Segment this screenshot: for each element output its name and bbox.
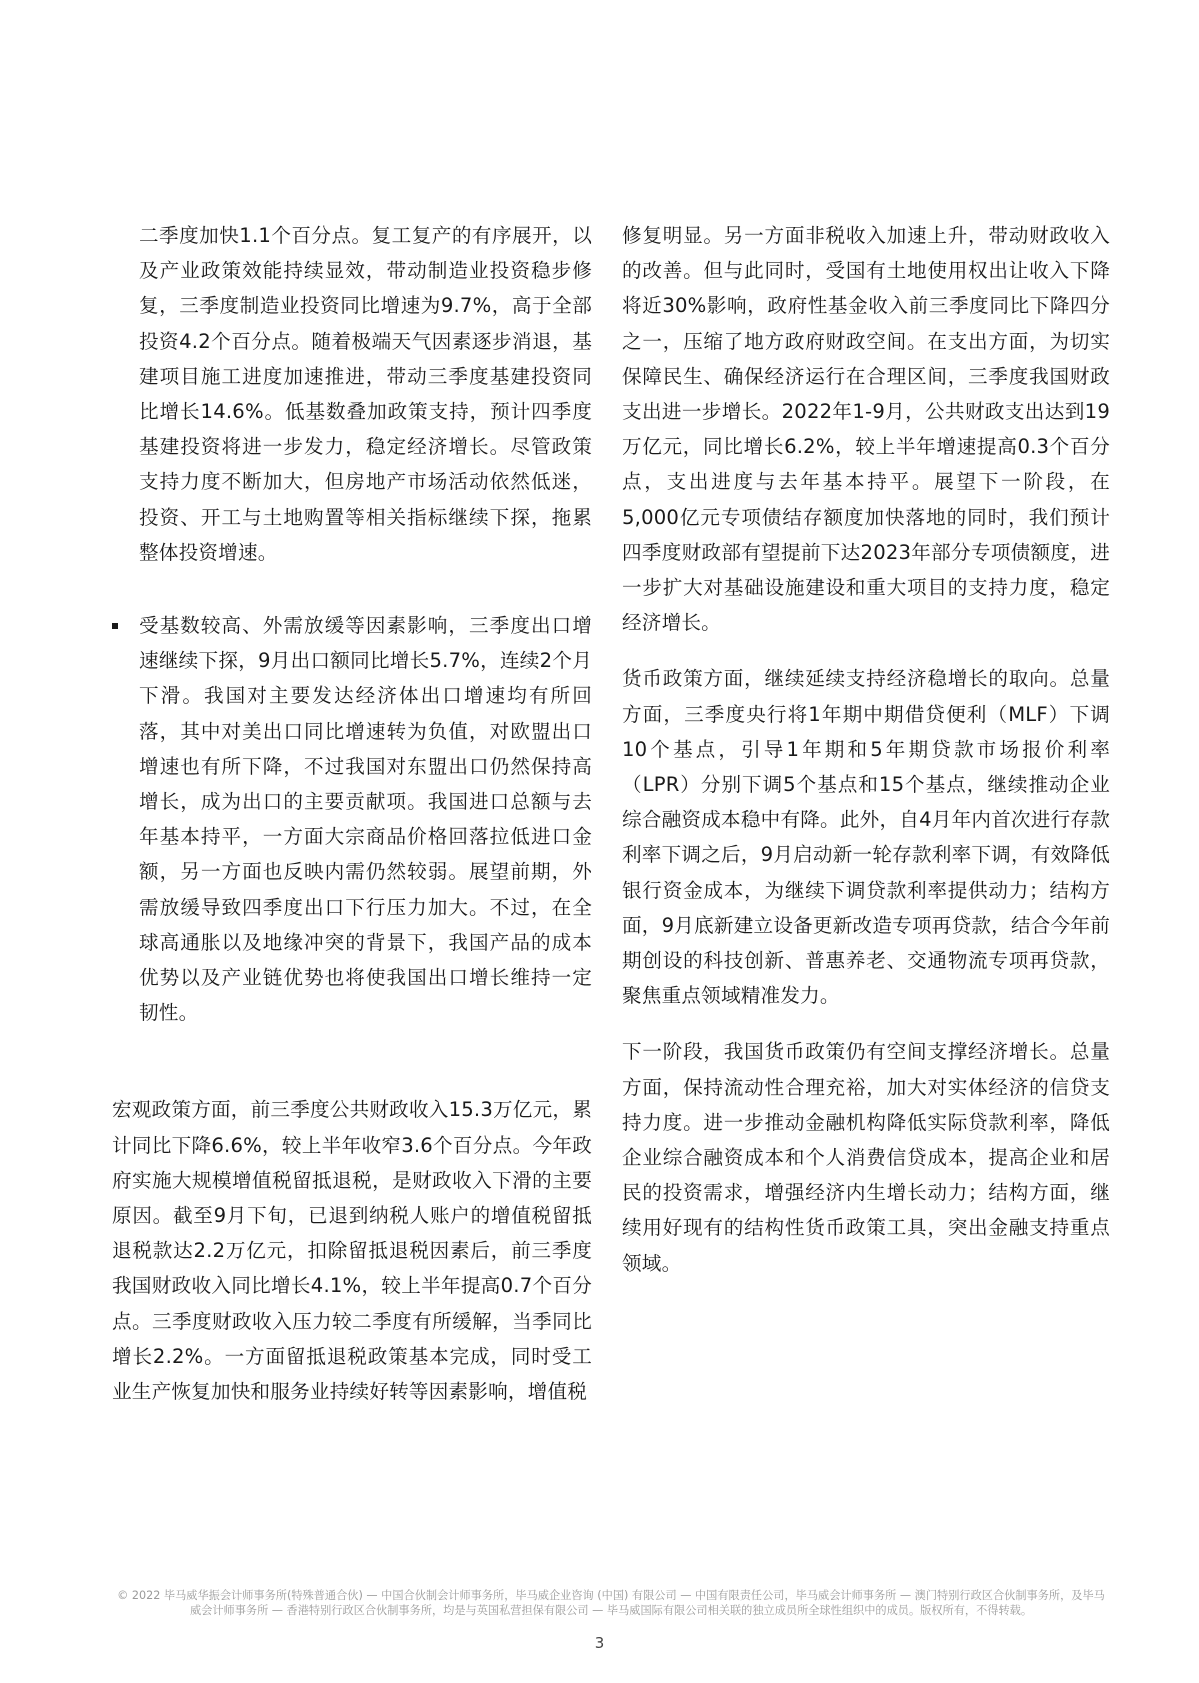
left-column	[112, 218, 592, 1409]
page-number: 3	[594, 1634, 605, 1652]
fiscal-paragraph: 修复明显。另一方面非税收入加速上升，带动财政收入的改善。但与此同时，受国有土地使用权出让收入下降将近30%影响，政府性基金收入前三季度同比下降四分之一，压缩了地方政府财政空间。在支出方面，为切实保障民生、确保经济运行在合理区间，三季度我国财政支出进一步增长。2022年1-9月，公共财政支出达到19万亿元，同比增长6.2%，较上半年增速提高0.3个百分点，支出进度与去年基本持平。展望下一阶段，在5,000亿元专项债结存额度加快落地的同时，我们预计四季度财政部有望提前下达2023年部分专项债额度，进一步扩大对基础设施建设和重大项目的支持力度，稳定经济增长。	[622, 224, 1110, 635]
bullet-list	[112, 608, 592, 1030]
bullet-square-icon	[112, 623, 118, 629]
export-bullet-text: 受基数较高、外需放缓等因素影响，三季度出口增速继续下探，9月出口额同比增长5.7%，连续2个月下滑。我国对主要发达经济体出口增速均有所回落，其中对美出口同比增速转为负值，对欧盟出口增速也有所下降，不过我国对东盟出口仍然保持高增长，成为出口的主要贡献项。我国进口总额与去年基本持平，一方面大宗商品价格回落拉低进口金额，另一方面也反映内需仍然较弱。展望前期，外需放缓导致四季度出口下行压力加大。不过，在全球高通胀以及地缘冲突的背景下，我国产品的成本优势以及产业链优势也将使我国出口增长维持一定韧性。	[139, 614, 592, 1025]
macro-policy-paragraph: 宏观政策方面，前三季度公共财政收入15.3万亿元，累计同比下降6.6%，较上半年收窄3.6个百分点。今年政府实施大规模增值税留抵退税，是财政收入下滑的主要原因。截至9月下旬，已退到纳税人账户的增值税留抵退税款达2.2万亿元，扣除留抵退税因素后，前三季度我国财政收入同比增长4.1%，较上半年提高0.7个百分点。三季度财政收入压力较二季度有所缓解，当季同比增长2.2%。一方面留抵退税政策基本完成，同时受工业生产恢复加快和服务业持续好转等因素影响，增值税	[112, 1098, 592, 1404]
copyright-footer: © 2022 毕马威华振会计师事务所(特殊普通合伙) — 中国合伙制会计师事务所，毕马威企业咨询 (中国) 有限公司 — 中国有限责任公司，毕马威会计师事务所 — 澳门特别行政区合伙制事务所，及毕马威会计师事务所 — 香港特别行政区合伙制事务所，均是与英国私营担保有限公司 — 毕马威国际有限公司相关联的独立成员所全球性组织中的成员。版权所有，不得转载。	[117, 1589, 1105, 1617]
investment-paragraph: 二季度加快1.1个百分点。复工复产的有序展开，以及产业政策效能持续显效，带动制造业投资稳步修复，三季度制造业投资同比增速为9.7%，高于全部投资4.2个百分点。随着极端天气因素逐步消退，基建项目施工进度加速推进，带动三季度基建投资同比增长14.6%。低基数叠加政策支持，预计四季度基建投资将进一步发力，稳定经济增长。尽管政策支持力度不断加大，但房地产市场活动依然低迷，投资、开工与土地购置等相关指标继续下探，拖累整体投资增速。	[139, 224, 592, 564]
next-stage-paragraph: 下一阶段，我国货币政策仍有空间支撑经济增长。总量方面，保持流动性合理充裕，加大对实体经济的信贷支持力度。进一步推动金融机构降低实际贷款利率，降低企业综合融资成本和个人消费信贷成本，提高企业和居民的投资需求，增强经济内生增长动力；结构方面，继续用好现有的结构性货币政策工具，突出金融支持重点领域。	[622, 1040, 1110, 1275]
right-column	[622, 218, 1110, 1281]
monetary-policy-paragraph: 货币政策方面，继续延续支持经济稳增长的取向。总量方面，三季度央行将1年期中期借贷便利（MLF）下调10个基点，引导1年期和5年期贷款市场报价利率（LPR）分别下调5个基点和15个基点，继续推动企业综合融资成本稳中有降。此外，自4月年内首次进行存款利率下调之后，9月启动新一轮存款利率下调，有效降低银行资金成本，为继续下调贷款利率提供动力；结构方面，9月底新建立设备更新改造专项再贷款，结合今年前期创设的科技创新、普惠养老、交通物流专项再贷款，聚焦重点领域精准发力。	[622, 667, 1110, 1008]
export-bullet-item	[112, 608, 592, 1030]
